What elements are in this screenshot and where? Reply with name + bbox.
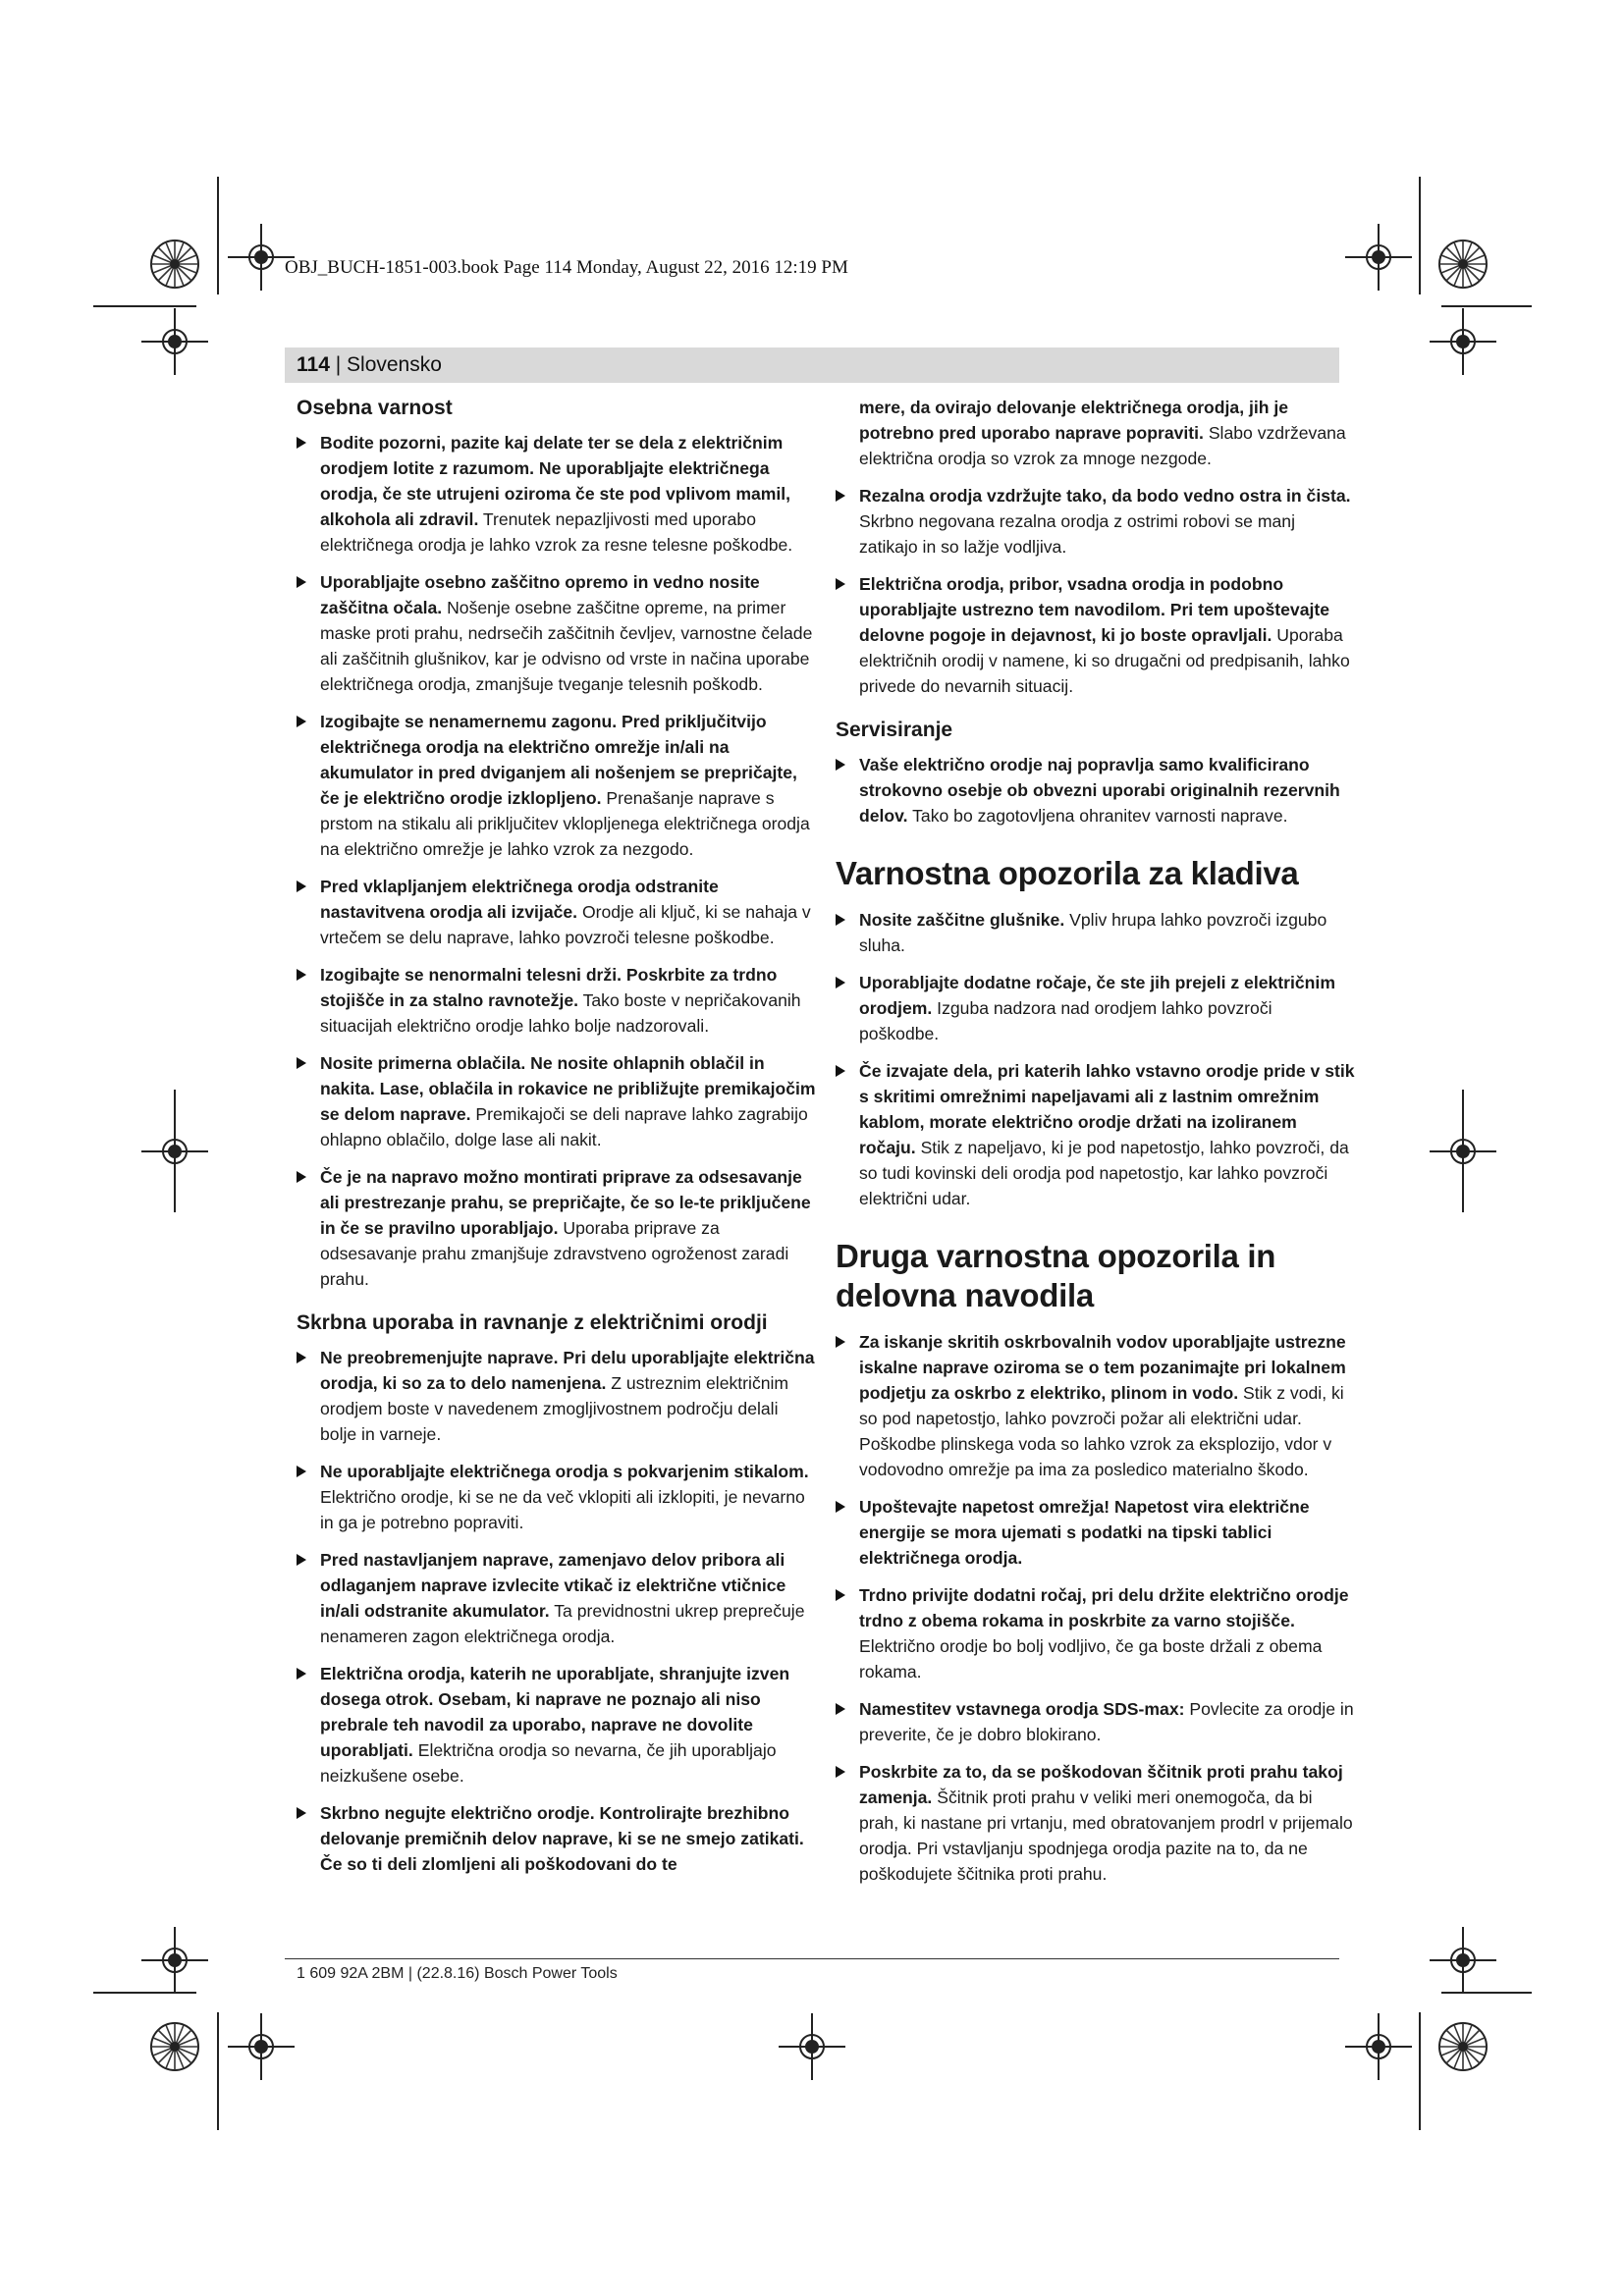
continuation-normal: Slabo vzdrževana električna orodja so vzrok za mnoge nezgode. — [859, 423, 1346, 468]
item-normal-text: Trenutek nepazljivosti med uporabo električnega orodja je lahko vzrok za resne telesne poškodbe. — [320, 509, 793, 555]
list-item — [836, 571, 1356, 699]
crosshair-mark-icon — [779, 2013, 845, 2080]
print-slug: OBJ_BUCH-1851-003.book Page 114 Monday, August 22, 2016 12:19 PM — [285, 257, 848, 278]
item-bold-text: Če je na napravo možno montirati priprave za odsesavanje ali prestrezanje prahu, se prepričajte, če so le-te priključene in če se pravilno uporabljajo. — [320, 1167, 811, 1238]
item-normal-text: Električno orodje bo bolj vodljivo, če ga boste držali z obema rokama. — [859, 1636, 1323, 1682]
bullet-arrow-icon — [297, 1352, 306, 1363]
item-normal-text: Izguba nadzora nad orodjem lahko povzroči poškodbe. — [859, 998, 1272, 1043]
bullet-arrow-icon — [836, 578, 845, 590]
continuation-paragraph — [836, 395, 1356, 471]
item-normal-text: Uporaba električnih orodij v namene, ki so drugačni od predpisanih, lahko privede do nevarnih situacij. — [859, 625, 1350, 696]
item-bold-text: Pred vklapljanjem električnega orodja odstranite nastavitvena orodja ali izvijače. — [320, 877, 719, 922]
item-bold-text: Vaše električno orodje naj popravlja samo kvalificirano strokovno osebje ob obvezni uporabi originalnih rezervnih delov. — [859, 755, 1340, 826]
list-item — [297, 1661, 817, 1789]
list-item — [836, 1329, 1356, 1482]
item-normal-text: Vpliv hrupa lahko povzroči izgubo sluha. — [859, 910, 1327, 955]
bullet-arrow-icon — [297, 969, 306, 981]
bullet-arrow-icon — [297, 1057, 306, 1069]
bullet-arrow-icon — [297, 1807, 306, 1819]
bullet-arrow-icon — [836, 1703, 845, 1715]
item-normal-text: Ta previdnostni ukrep preprečuje nenameren zagon električnega orodja. — [320, 1601, 805, 1646]
bullet-arrow-icon — [297, 1668, 306, 1680]
star-mark-icon — [151, 2023, 198, 2070]
item-normal-text: Ščitnik proti prahu v veliki meri onemogoča, da bi prah, ki nastane pri vrtanju, med obratovanjem prodrl v prijemalo orodja. Pri vstavljanju spodnjega orodja pazite na to, da ne poškodujete ščitnika proti prahu. — [859, 1788, 1353, 1884]
list-item — [297, 430, 817, 558]
item-normal-text: Orodje ali ključ, ki se nahaja v vrtečem se delu naprave, lahko povzroči telesne poškodbe. — [320, 902, 811, 947]
bullet-arrow-icon — [836, 1589, 845, 1601]
bullet-arrow-icon — [836, 1501, 845, 1513]
item-normal-text: Z ustreznim električnim orodjem boste v navedenem zmogljivostnem področju delali bolje in varneje. — [320, 1373, 789, 1444]
bullet-arrow-icon — [836, 977, 845, 988]
item-bold-text: Nosite zaščitne glušnike. — [859, 910, 1065, 930]
item-bold-text: Poskrbite za to, da se poškodovan ščitnik proti prahu takoj zamenja. — [859, 1762, 1343, 1807]
list-item — [297, 1164, 817, 1292]
section-title-druga-opozorila: Druga varnostna opozorila in delovna navodila — [836, 1238, 1276, 1313]
section5-list — [836, 1329, 1356, 1887]
item-bold-text: Nosite primerna oblačila. Ne nosite ohlapnih oblačil in nakita. Lase, oblačila in rokavice ne približujte premikajočim se delom naprave. — [320, 1053, 816, 1124]
list-item — [297, 874, 817, 950]
item-bold-text: Skrbno negujte električno orodje. Kontrolirajte brezhibno delovanje premičnih delov naprave, ki se ne smejo zatikati. Če so ti deli zlomljeni ali poškodovani do te — [320, 1803, 804, 1874]
item-normal-text: Skrbno negovana rezalna orodja z ostrimi robovi se manj zatikajo in so lažje vodljiva. — [859, 511, 1295, 557]
page-number: 114 — [297, 353, 330, 376]
item-bold-text: Za iskanje skritih oskrbovalnih vodov uporabljajte ustrezne iskalne naprave oziroma se o tem pozanimajte pri lokalnem podjetju za oskrbo z elektriko, plinom in vodo. — [859, 1332, 1346, 1403]
section3-list — [836, 752, 1356, 828]
item-normal-text: Prenašanje naprave s prstom na stikalu ali priključitev vklopljenega električnega orodja na električno omrežje je lahko vzrok za nezgodo. — [320, 788, 810, 859]
star-mark-icon — [151, 240, 198, 288]
section-title-kladiva: Varnostna opozorila za kladiva — [836, 855, 1299, 891]
item-normal-text: Stik z napeljavo, ki je pod napetostjo, lahko povzroči, da so tudi kovinski deli orodja pod napetostjo, kar lahko povzroči električni udar. — [859, 1138, 1349, 1208]
star-mark-icon — [1439, 240, 1487, 288]
item-bold-text: Električna orodja, katerih ne uporabljate, shranjujte izven dosega otrok. Osebam, ki naprave ne poznajo ali niso prebrale teh navodil za uporabo, naprave ne dovolite uporabljati. — [320, 1664, 790, 1760]
list-item — [836, 1759, 1356, 1887]
section1-list — [297, 430, 817, 1292]
crosshair-mark-icon — [228, 2013, 295, 2080]
right-column — [836, 395, 1356, 1898]
section-title-osebna-varnost: Osebna varnost — [297, 397, 453, 419]
item-normal-text: Tako bo zagotovljena ohranitev varnosti naprave. — [907, 806, 1288, 826]
bullet-arrow-icon — [836, 1336, 845, 1348]
footer-rule — [285, 1958, 1339, 1959]
list-item — [297, 1345, 817, 1447]
star-mark-icon — [1439, 2023, 1487, 2070]
item-bold-text: Uporabljajte dodatne ročaje, če ste jih prejeli z električnim orodjem. — [859, 973, 1335, 1018]
crosshair-mark-icon — [1345, 2013, 1412, 2080]
list-item — [297, 1547, 817, 1649]
list-item — [836, 1494, 1356, 1571]
bullet-arrow-icon — [297, 716, 306, 727]
list-item — [836, 1058, 1356, 1211]
item-normal-text: Nošenje osebne zaščitne opreme, na primer maske proti prahu, nedrsečih zaščitnih čevljev, varnostne čelade ali zaščitnih glušnikov, kar je odvisno od vrste in načina uporabe električnega orodja, zmanjšuje tveganje telesnih poškodb. — [320, 598, 813, 694]
item-bold-text: Izogibajte se nenamernemu zagonu. Pred priključitvijo električnega orodja na električno omrežje in/ali na akumulator in pred dviganjem ali nošenjem se prepričajte, če je električno orodje izklopljeno. — [320, 712, 797, 808]
footer-text: 1 609 92A 2BM | (22.8.16) Bosch Power Tools — [297, 1965, 618, 1982]
items-a-list — [836, 483, 1356, 699]
list-item — [297, 1050, 817, 1152]
list-item — [297, 709, 817, 862]
item-bold-text: Če izvajate dela, pri katerih lahko vstavno orodje pride v stik s skritimi omrežnimi napeljavami ali z lastnim omrežnim kablom, morate električno orodje držati na izoliranem ročaju. — [859, 1061, 1355, 1157]
list-item — [836, 1582, 1356, 1684]
item-normal-text: Premikajoči se deli naprave lahko zagrabijo ohlapno oblačilo, dolge lase ali nakit. — [320, 1104, 808, 1149]
item-normal-text: Povlecite za orodje in preverite, če je dobro blokirano. — [859, 1699, 1354, 1744]
crosshair-mark-icon — [141, 308, 208, 375]
bullet-arrow-icon — [836, 490, 845, 502]
list-item — [836, 483, 1356, 560]
crosshair-mark-icon — [1345, 224, 1412, 291]
list-item — [836, 752, 1356, 828]
item-normal-text: Električno orodje, ki se ne da več vklopiti ali izklopiti, je nevarno in ga je potrebno popraviti. — [320, 1487, 805, 1532]
item-bold-text: Bodite pozorni, pazite kaj delate ter se dela z električnim orodjem lotite z razumom. Ne uporabljajte električnega orodja, če ste utrujeni oziroma če ste pod vplivom mamil, alkohola ali zdravil. — [320, 433, 791, 529]
item-bold-text: Ne uporabljajte električnega orodja s pokvarjenim stikalom. — [320, 1462, 809, 1481]
crosshair-mark-icon — [141, 1927, 208, 1994]
item-bold-text: Pred nastavljanjem naprave, zamenjavo delov pribora ali odlaganjem naprave izvlecite vtikač iz električne vtičnice in/ali odstranite akumulator. — [320, 1550, 786, 1621]
item-bold-text: Trdno privijte dodatni ročaj, pri delu držite električno orodje trdno z obema rokama in poskrbite za varno stojišče. — [859, 1585, 1349, 1630]
bullet-arrow-icon — [836, 914, 845, 926]
list-item — [297, 569, 817, 697]
list-item — [297, 1800, 817, 1877]
item-bold-text: Rezalna orodja vzdržujte tako, da bodo vedno ostra in čista. — [859, 486, 1351, 506]
section2-list — [297, 1345, 817, 1877]
list-item — [836, 970, 1356, 1046]
header-text — [297, 353, 442, 377]
page-header — [285, 347, 1339, 383]
bullet-arrow-icon — [836, 1766, 845, 1778]
item-bold-text: Ne preobremenjujte naprave. Pri delu uporabljajte električna orodja, ki so za to delo namenjena. — [320, 1348, 815, 1393]
crosshair-mark-icon — [1430, 308, 1496, 375]
item-bold-text: Uporabljajte osebno zaščitno opremo in vedno nosite zaščitna očala. — [320, 572, 760, 617]
bullet-arrow-icon — [297, 881, 306, 892]
bullet-arrow-icon — [297, 576, 306, 588]
bullet-arrow-icon — [297, 1171, 306, 1183]
item-bold-text: Namestitev vstavnega orodja SDS-max: — [859, 1699, 1185, 1719]
list-item — [836, 907, 1356, 958]
left-column — [297, 395, 817, 1889]
item-bold-text: Upoštevajte napetost omrežja! Napetost vira električne energije se mora ujemati s podatki na tipski tablici električnega orodja. — [859, 1497, 1310, 1568]
list-item — [836, 1696, 1356, 1747]
section-title-servisiranje: Servisiranje — [836, 719, 953, 741]
bullet-arrow-icon — [836, 1065, 845, 1077]
header-separator: | — [329, 353, 348, 376]
item-bold-text: Izogibajte se nenormalni telesni drži. Poskrbite za trdno stojišče in za stalno ravnotežje. — [320, 965, 778, 1010]
bullet-arrow-icon — [836, 759, 845, 771]
section4-list — [836, 907, 1356, 1211]
crosshair-mark-icon — [1430, 1927, 1496, 1994]
bullet-arrow-icon — [297, 1554, 306, 1566]
item-normal-text: Stik z vodi, ki so pod napetostjo, lahko povzroči požar ali električni udar. Poškodbe plinskega voda so lahko vzrok za eksplozijo, vdor v vodovodno omrežje pa ima za posledico materialno škodo. — [859, 1383, 1344, 1479]
item-bold-text: Električna orodja, pribor, vsadna orodja in podobno uporabljajte ustrezno tem navodilom. Pri tem upoštevajte delovne pogoje in dejavnost, ki jo boste opravljali. — [859, 574, 1330, 645]
bullet-arrow-icon — [297, 1466, 306, 1477]
continuation-bold: mere, da ovirajo delovanje električnega orodja, jih je potrebno pred uporabo naprave popraviti. — [859, 398, 1289, 443]
bullet-arrow-icon — [297, 437, 306, 449]
list-item — [297, 1459, 817, 1535]
section-title-skrbna-uporaba: Skrbna uporaba in ravnanje z električnimi orodji — [297, 1311, 768, 1334]
header-language: Slovensko — [347, 353, 442, 376]
item-normal-text: Uporaba priprave za odsesavanje prahu zmanjšuje zdravstveno ogroženost zaradi prahu. — [320, 1218, 789, 1289]
list-item — [297, 962, 817, 1039]
item-normal-text: Tako boste v nepričakovanih situacijah električno orodje lahko bolje nadzorovali. — [320, 990, 801, 1036]
item-normal-text: Električna orodja so nevarna, če jih uporabljajo neizkušene osebe. — [320, 1740, 777, 1786]
